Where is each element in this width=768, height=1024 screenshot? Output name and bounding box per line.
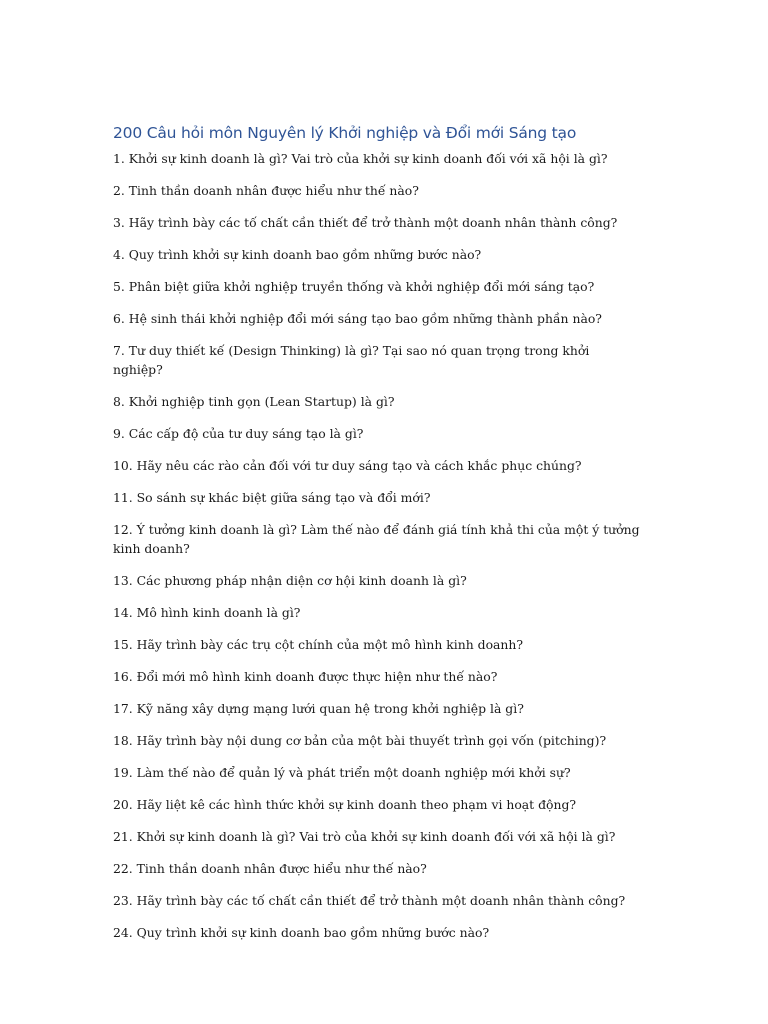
question-item: 3. Hãy trình bày các tố chất cần thiết để trở thành một doanh nhân thành công? bbox=[113, 215, 618, 230]
question-item: 14. Mô hình kinh doanh là gì? bbox=[113, 605, 301, 620]
question-item: 22. Tinh thần doanh nhân được hiểu như thế nào? bbox=[113, 861, 427, 876]
question-list bbox=[113, 149, 643, 955]
document-title: 200 Câu hỏi môn Nguyên lý Khởi nghiệp và Đổi mới Sáng tạo bbox=[113, 124, 577, 142]
question-item: 6. Hệ sinh thái khởi nghiệp đổi mới sáng tạo bao gồm những thành phần nào? bbox=[113, 311, 602, 326]
question-item: 11. So sánh sự khác biệt giữa sáng tạo và đổi mới? bbox=[113, 490, 431, 505]
question-item: 13. Các phương pháp nhận diện cơ hội kinh doanh là gì? bbox=[113, 573, 467, 588]
question-item: 18. Hãy trình bày nội dung cơ bản của một bài thuyết trình gọi vốn (pitching)? bbox=[113, 733, 607, 748]
question-item: 12. Ý tưởng kinh doanh là gì? Làm thế nào để đánh giá tính khả thi của một ý tưởng kinh doanh? bbox=[113, 522, 640, 556]
question-item: 17. Kỹ năng xây dựng mạng lưới quan hệ trong khởi nghiệp là gì? bbox=[113, 701, 524, 716]
question-item: 7. Tư duy thiết kế (Design Thinking) là gì? Tại sao nó quan trọng trong khởi nghiệp? bbox=[113, 343, 590, 377]
question-item: 21. Khởi sự kinh doanh là gì? Vai trò của khởi sự kinh doanh đối với xã hội là gì? bbox=[113, 829, 616, 844]
question-item: 5. Phân biệt giữa khởi nghiệp truyền thống và khởi nghiệp đổi mới sáng tạo? bbox=[113, 279, 595, 294]
question-item: 15. Hãy trình bày các trụ cột chính của một mô hình kinh doanh? bbox=[113, 637, 524, 652]
question-item: 9. Các cấp độ của tư duy sáng tạo là gì? bbox=[113, 426, 364, 441]
question-item: 16. Đổi mới mô hình kinh doanh được thực hiện như thế nào? bbox=[113, 669, 498, 684]
question-item: 19. Làm thế nào để quản lý và phát triển một doanh nghiệp mới khởi sự? bbox=[113, 765, 571, 780]
question-item: 24. Quy trình khởi sự kinh doanh bao gồm những bước nào? bbox=[113, 925, 490, 940]
question-item: 23. Hãy trình bày các tố chất cần thiết để trở thành một doanh nhân thành công? bbox=[113, 893, 626, 908]
question-item: 1. Khởi sự kinh doanh là gì? Vai trò của khởi sự kinh doanh đối với xã hội là gì? bbox=[113, 151, 608, 166]
question-item: 20. Hãy liệt kê các hình thức khởi sự kinh doanh theo phạm vi hoạt động? bbox=[113, 797, 577, 812]
question-item: 10. Hãy nêu các rào cản đối với tư duy sáng tạo và cách khắc phục chúng? bbox=[113, 458, 582, 473]
question-item: 8. Khởi nghiệp tinh gọn (Lean Startup) là gì? bbox=[113, 394, 395, 409]
question-item: 4. Quy trình khởi sự kinh doanh bao gồm những bước nào? bbox=[113, 247, 482, 262]
question-item: 2. Tinh thần doanh nhân được hiểu như thế nào? bbox=[113, 183, 419, 198]
